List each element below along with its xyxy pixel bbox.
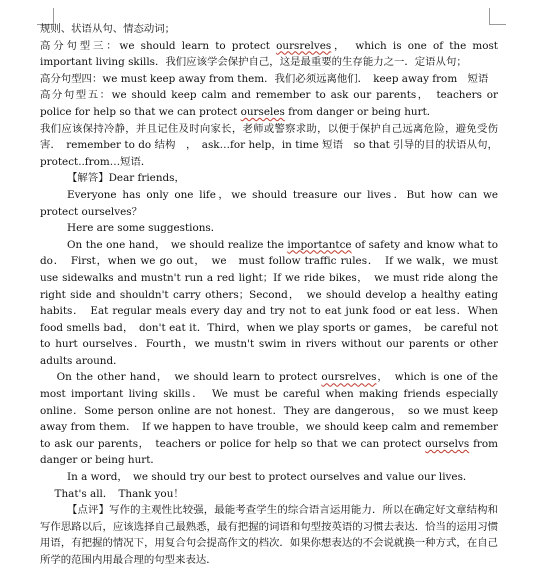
essay-closing: That's all． Thank you！ [54,487,184,500]
comment-tag: 【点评】 [67,504,110,517]
misspelled-word: oursrelves [276,39,332,52]
essay-paragraph-4: On the other hand， we should learn to protect oursrelves， which is one of the most important living skills． We must be careful when making friends especially online．Some person online are not honest．They are dangerous， so we must keep away from them． If we happen to have trouble，we should keep calm and remember to ask our parents， teachers or police for help so that we can protect ourselvs from danger or being hurt． [40,371,498,467]
misspelled-word: ourselvs [425,437,470,450]
answer-heading [40,170,498,187]
notes-line: 规则、状语从句、情态动词； [40,23,176,35]
essay-paragraph-3: On the one hand， we should realize the importantce of safety and know what to do． First，when we go out， we must follow traffic rules． If we walk，we must use sidewalks and mustn't run a red light；If we ride bikes， we must ride along the right side and shouldn't carry others；Second， we should develop a healthy eating habits． Eat regular meals every day and try not to eat junk food or eat less．When food smells bad， don't eat it．Third，when we play sports or games， be careful not to hurt ourselves．Fourth，we mustn't swim in rivers without our parents or other adults around． [40,238,498,367]
essay-paragraph-5: In a word， we should try our best to protect ourselves and value our lives． [67,471,474,484]
answer-tag: 【解答】 [67,172,109,185]
comment-paragraph: 【点评】写作的主观性比较强，最能考查学生的综合语言运用能力．所以在确定好文章结构和写作思路以后，应该选择自己最熟悉，最有把握的词语和句型按英语的习惯去表达．恰当的运用习惯用语，有把握的情况下，用复合句会提高作文的档次．如果你想表达的不会说就换一种方式，在自己所学的范围内用最合理的句型来表达． [40,504,499,566]
misspelled-word: ourseles [240,105,285,118]
document-body [40,21,498,569]
misspelled-word: oursrelves [321,371,377,384]
misspelled-word: importantce [287,238,352,251]
essay-paragraph-2: Here are some suggestions． [67,222,222,235]
sentence-pattern-5: 高分句型五：we should keep calm and remember to ask our parents， teachers or police for help so that we can protect ourseles from danger or being hurt． [40,89,498,118]
sentence-pattern-5-explanation: 我们应该保持冷静，并且记住及时向家长，老师或警察求助，以便于保护自己远离危险，避免受伤害． remember to do 结构 ， ask…for help，in time 短语 so that 引导的目的状语从句，protect..from…短语． [40,122,498,168]
essay-paragraph-1: Everyone has only one life，we should treasure our lives．But how can we protect ourselves？ [40,188,498,218]
greeting: Dear friends， [108,172,185,185]
sentence-pattern-3: 高分句型三：we should learn to protect oursrelves， which is one of the most important living skills．我们应该学会保护自己，这是最重要的生存能力之一．定语从句； [40,39,498,69]
sentence-pattern-4: 高分句型四：we must keep away from them．我们必须远离他们． keep away from 短语 [40,72,489,85]
